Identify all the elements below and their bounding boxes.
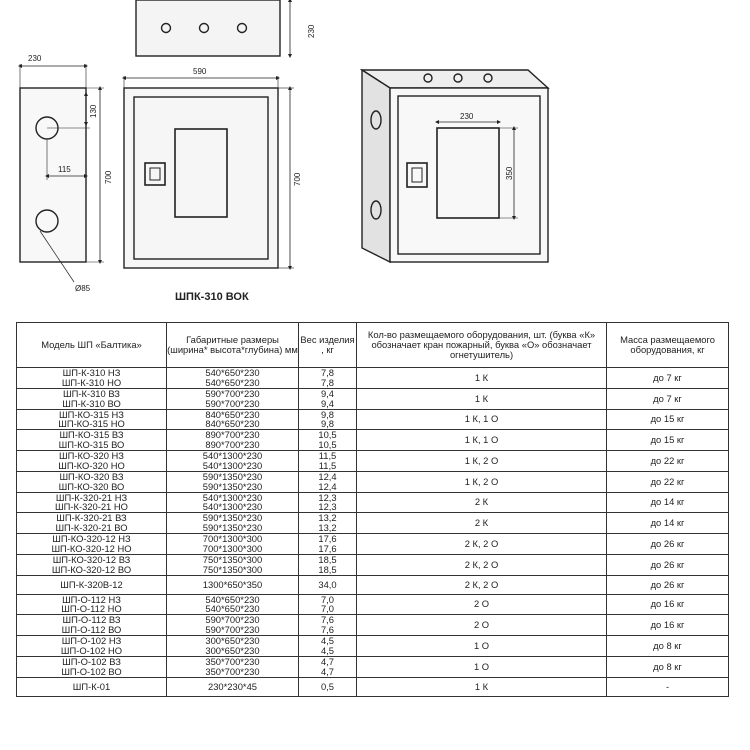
dimensions-cell [167, 534, 299, 555]
weight-cell [299, 368, 357, 389]
weight-cell-line: 18,5 [318, 553, 337, 565]
dimensions-cell-line: 300*650*230 [205, 635, 260, 646]
model-cell [17, 471, 167, 492]
header-weight: Вес изделия , кг [299, 323, 357, 368]
side-view-offset-label: 130 [89, 104, 98, 118]
equipment-mass-cell: до 14 кг [607, 513, 729, 534]
side-view-width-label: 230 [28, 54, 42, 63]
weight-cell [299, 471, 357, 492]
model-cell [17, 492, 167, 513]
equipment-cell: 2 О [357, 615, 607, 636]
weight-cell-line: 9,4 [320, 387, 335, 399]
model-cell [17, 594, 167, 615]
equipment-cell: 1 К [357, 677, 607, 696]
header-equipment: Кол-во размещаемого оборудования, шт. (буква «К» обозначает кран пожарный, буква «О» обозначает огнетушитель) [357, 323, 607, 368]
model-cell-line: ШП-КО-315 ВО [58, 439, 125, 451]
dimensions-cell-line: 590*1350*230 [202, 522, 263, 534]
weight-cell-line: 17,6 [318, 542, 337, 554]
model-cell-line: ШП-КО-320 НЗ [59, 450, 124, 461]
weight-cell [299, 636, 357, 657]
weight-cell-line: 0,5 [320, 680, 335, 692]
equipment-mass-cell: до 26 кг [607, 575, 729, 594]
weight-cell-line: 9,8 [320, 418, 335, 430]
model-cell-line: ШП-КО-315 НО [58, 418, 125, 430]
model-cell-line: ШП-К-310 НЗ [62, 367, 121, 378]
spec-table [16, 322, 729, 697]
front-view-width-label: 590 [193, 67, 207, 76]
equipment-mass-cell: до 16 кг [607, 615, 729, 636]
front-view-height-label: 700 [293, 172, 302, 186]
weight-cell [299, 388, 357, 409]
dimensions-cell [167, 677, 299, 696]
top-view-depth-label: 230 [307, 24, 316, 38]
equipment-cell: 1 К, 2 О [357, 471, 607, 492]
model-cell-line: ШП-О-112 НЗ [62, 593, 121, 605]
equipment-mass-cell: до 14 кг [607, 492, 729, 513]
model-cell [17, 615, 167, 636]
weight-cell-line: 10,5 [318, 439, 337, 451]
dimensions-cell-line: 1300*650*350 [202, 578, 263, 590]
model-cell-line: ШП-КО-315 НЗ [59, 408, 124, 420]
model-cell [17, 388, 167, 409]
dimensions-cell-line: 840*650*230 [205, 418, 260, 430]
model-cell [17, 451, 167, 472]
table-body [17, 368, 729, 697]
equipment-cell: 2 К [357, 513, 607, 534]
weight-cell-line: 13,2 [318, 522, 337, 534]
equipment-mass-cell: до 16 кг [607, 594, 729, 615]
table-header-row [17, 323, 729, 368]
weight-cell-line: 12,4 [318, 470, 337, 482]
dimensions-cell-line: 700*1300*300 [202, 542, 263, 554]
dimensions-cell-line: 590*700*230 [205, 614, 260, 626]
model-cell-line: ШП-КО-320 НО [58, 459, 125, 471]
dimensions-cell-line: 750*1350*300 [202, 553, 263, 565]
weight-cell-line: 7,6 [320, 624, 335, 636]
model-cell-line: ШП-К-310 ВО [62, 397, 121, 409]
model-cell [17, 636, 167, 657]
dimensions-cell-line: 350*700*230 [205, 665, 260, 677]
weight-cell-line: 12,4 [318, 480, 337, 492]
dimensions-cell-line: 540*650*230 [205, 603, 260, 615]
weight-cell [299, 594, 357, 615]
weight-cell-line: 11,5 [318, 459, 337, 471]
equipment-mass-cell: до 26 кг [607, 554, 729, 575]
side-view-hole-offset-label: 115 [58, 165, 71, 174]
dimensions-cell [167, 430, 299, 451]
weight-cell [299, 615, 357, 636]
side-view-height-label: 700 [104, 170, 113, 184]
weight-cell [299, 430, 357, 451]
weight-cell [299, 492, 357, 513]
equipment-mass-cell: - [607, 677, 729, 696]
dimensions-cell [167, 388, 299, 409]
model-cell-line: ШП-К-320В-12 [60, 578, 123, 590]
model-cell [17, 677, 167, 696]
isometric-view [362, 70, 548, 262]
model-cell-line: ШП-К-320-21 ВО [55, 522, 128, 534]
dimensions-cell [167, 554, 299, 575]
model-cell [17, 513, 167, 534]
model-cell-line: ШП-О-112 НО [61, 603, 122, 615]
model-cell-line: ШП-КО-320-12 НЗ [52, 533, 131, 544]
equipment-cell: 1 К [357, 368, 607, 389]
equipment-mass-cell: до 22 кг [607, 471, 729, 492]
table-row [17, 471, 729, 492]
model-cell-line: ШП-КО-320-12 НО [51, 542, 132, 554]
equipment-cell: 2 К, 2 О [357, 554, 607, 575]
table-row [17, 513, 729, 534]
dimensions-cell [167, 368, 299, 389]
front-view [124, 76, 294, 268]
table-row [17, 677, 729, 696]
dimensions-cell-line: 540*1300*230 [202, 491, 263, 503]
equipment-cell: 1 О [357, 656, 607, 677]
dimensions-cell [167, 492, 299, 513]
weight-cell-line: 10,5 [318, 429, 337, 441]
weight-cell [299, 554, 357, 575]
iso-view-window-height-label: 350 [505, 166, 514, 180]
dimensions-cell [167, 471, 299, 492]
weight-cell [299, 534, 357, 555]
iso-view-window-width-label: 230 [460, 112, 474, 121]
model-cell-line: ШП-КО-315 ВЗ [59, 429, 124, 441]
table-row [17, 430, 729, 451]
equipment-mass-cell: до 7 кг [607, 388, 729, 409]
model-cell-line: ШП-КО-320-12 ВЗ [52, 553, 131, 565]
weight-cell-line: 4,5 [320, 644, 335, 656]
dimensions-cell-line: 840*650*230 [205, 408, 260, 420]
dimensions-cell [167, 451, 299, 472]
dimensions-cell-line: 590*1350*230 [202, 470, 263, 482]
weight-cell [299, 656, 357, 677]
model-cell [17, 409, 167, 430]
weight-cell-line: 11,5 [318, 450, 337, 461]
model-cell [17, 430, 167, 451]
dimensions-cell-line: 540*1300*230 [202, 450, 263, 461]
table-row [17, 656, 729, 677]
top-view [136, 0, 290, 56]
weight-cell [299, 451, 357, 472]
dimensions-cell-line: 590*1350*230 [202, 512, 263, 524]
equipment-mass-cell: до 26 кг [607, 534, 729, 555]
table-row [17, 368, 729, 389]
weight-cell-line: 7,8 [320, 376, 335, 388]
model-cell [17, 575, 167, 594]
equipment-cell: 1 К, 1 О [357, 430, 607, 451]
equipment-cell: 1 К, 1 О [357, 409, 607, 430]
table-row [17, 534, 729, 555]
weight-cell-line: 7,6 [320, 614, 335, 626]
weight-cell-line: 12,3 [318, 491, 337, 503]
dimensions-cell-line: 540*650*230 [205, 367, 260, 378]
equipment-cell: 1 К [357, 388, 607, 409]
weight-cell-line: 12,3 [318, 501, 337, 513]
equipment-mass-cell: до 7 кг [607, 368, 729, 389]
model-cell [17, 534, 167, 555]
dimensions-cell-line: 890*700*230 [205, 439, 260, 451]
table-row [17, 636, 729, 657]
dimensions-cell [167, 594, 299, 615]
model-cell-line: ШП-О-102 ВЗ [62, 655, 121, 667]
model-cell-line: ШП-КО-320 ВО [58, 480, 125, 492]
model-cell-line: ШП-К-01 [72, 680, 111, 692]
model-cell-line: ШП-О-112 ВО [61, 624, 122, 636]
table-row [17, 615, 729, 636]
dimensions-cell-line: 540*650*230 [205, 593, 260, 605]
weight-cell-line: 34,0 [318, 578, 337, 590]
model-cell-line: ШП-О-102 НЗ [61, 635, 122, 646]
weight-cell-line: 7,0 [320, 593, 335, 605]
cabinet-technical-drawing [0, 0, 750, 320]
model-cell-line: ШП-КО-320-12 ВО [51, 563, 132, 575]
dimensions-cell-line: 540*650*230 [205, 376, 260, 388]
equipment-cell: 2 К, 2 О [357, 534, 607, 555]
model-cell-line: ШП-О-112 ВЗ [62, 614, 121, 626]
dimensions-cell-line: 750*1350*300 [202, 563, 263, 575]
model-cell [17, 656, 167, 677]
dimensions-cell-line: 540*1300*230 [202, 459, 263, 471]
dimensions-cell-line: 890*700*230 [205, 429, 260, 441]
weight-cell-line: 4,5 [320, 635, 335, 646]
weight-cell [299, 409, 357, 430]
table-row [17, 492, 729, 513]
model-cell-line: ШП-К-310 ВЗ [63, 387, 120, 399]
drawing-title: ШПК-310 ВОК [175, 291, 249, 303]
equipment-cell: 1 К, 2 О [357, 451, 607, 472]
equipment-mass-cell: до 15 кг [607, 409, 729, 430]
weight-cell [299, 513, 357, 534]
equipment-mass-cell: до 8 кг [607, 656, 729, 677]
table-row [17, 451, 729, 472]
weight-cell [299, 677, 357, 696]
weight-cell-line: 7,8 [320, 367, 335, 378]
model-cell-line: ШП-К-320-21 НО [55, 501, 128, 513]
weight-cell-line: 4,7 [320, 655, 335, 667]
weight-cell-line: 13,2 [318, 512, 337, 524]
dimensions-cell-line: 590*700*230 [205, 397, 260, 409]
equipment-mass-cell: до 22 кг [607, 451, 729, 472]
dimensions-cell [167, 513, 299, 534]
model-cell [17, 368, 167, 389]
equipment-cell: 2 К, 2 О [357, 575, 607, 594]
dimensions-cell-line: 590*700*230 [205, 387, 260, 399]
header-equipment-mass: Масса размещаемого оборудования, кг [607, 323, 729, 368]
equipment-mass-cell: до 8 кг [607, 636, 729, 657]
weight-cell [299, 575, 357, 594]
dimensions-cell-line: 590*700*230 [205, 624, 260, 636]
table-row [17, 594, 729, 615]
equipment-cell: 1 О [357, 636, 607, 657]
equipment-cell: 2 О [357, 594, 607, 615]
dimensions-cell-line: 700*1300*300 [202, 533, 263, 544]
model-cell-line: ШП-КО-320 ВЗ [59, 470, 124, 482]
weight-cell-line: 4,7 [320, 665, 335, 677]
model-cell-line: ШП-О-102 НО [60, 644, 123, 656]
side-view-hole-label: Ø85 [75, 284, 91, 293]
table-row [17, 554, 729, 575]
dimensions-cell-line: 230*230*45 [207, 680, 257, 692]
model-cell [17, 554, 167, 575]
dimensions-cell [167, 656, 299, 677]
dimensions-cell-line: 300*650*230 [205, 644, 260, 656]
dimensions-cell [167, 409, 299, 430]
weight-cell-line: 18,5 [318, 563, 337, 575]
table-row [17, 575, 729, 594]
header-dimensions: Габаритные размеры (ширина* высота*глубина) мм [167, 323, 299, 368]
dimensions-cell [167, 615, 299, 636]
equipment-mass-cell: до 15 кг [607, 430, 729, 451]
model-cell-line: ШП-К-310 НО [61, 376, 122, 388]
dimensions-cell-line: 590*1350*230 [202, 480, 263, 492]
dimensions-cell-line: 350*700*230 [205, 655, 260, 667]
model-cell-line: ШП-К-320-21 ВЗ [56, 512, 127, 524]
equipment-cell: 2 К [357, 492, 607, 513]
table-row [17, 409, 729, 430]
weight-cell-line: 9,8 [320, 408, 335, 420]
model-cell-line: ШП-К-320-21 НЗ [55, 491, 128, 503]
dimensions-cell [167, 636, 299, 657]
model-cell-line: ШП-О-102 ВО [61, 665, 122, 677]
table-row [17, 388, 729, 409]
weight-cell-line: 7,0 [320, 603, 335, 615]
header-model: Модель ШП «Балтика» [17, 323, 167, 368]
weight-cell-line: 9,4 [320, 397, 335, 409]
weight-cell-line: 17,6 [318, 533, 337, 544]
dimensions-cell-line: 540*1300*230 [202, 501, 263, 513]
dimensions-cell [167, 575, 299, 594]
